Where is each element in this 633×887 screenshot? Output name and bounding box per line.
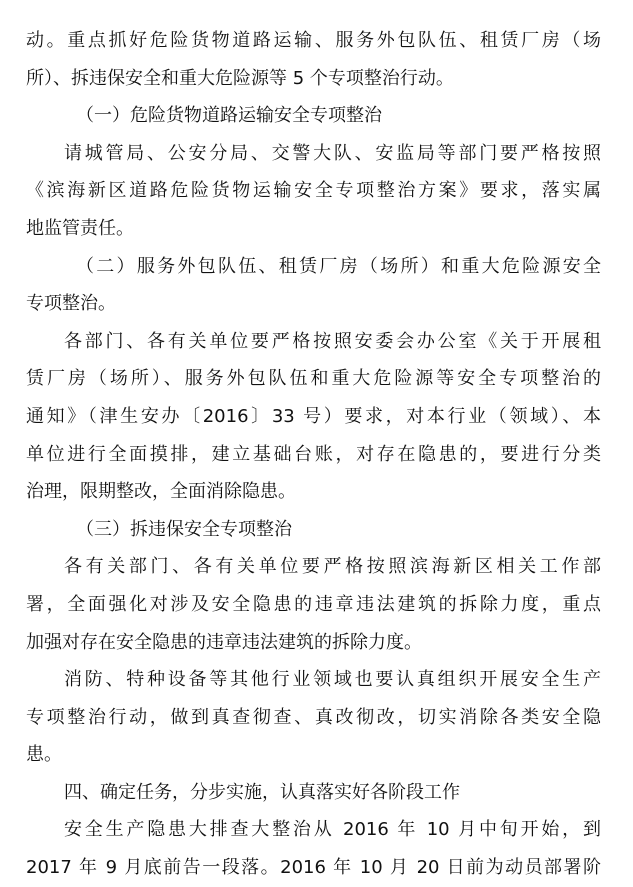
section-heading: （三）拆违保安全专项整治 [76, 518, 292, 540]
text-line: 2017 年 9 月底前告一段落。2016 年 10 月 20 日前为动员部署阶 [26, 857, 601, 879]
text-line: 署，全面强化对涉及安全隐患的违章违法建筑的拆除力度，重点 [26, 593, 601, 615]
text-line: 《滨海新区道路危险货物运输安全专项整治方案》要求，落实属 [26, 180, 601, 202]
section-heading: （一）危险货物道路运输安全专项整治 [76, 105, 382, 127]
section-heading: （二）服务外包队伍、租赁厂房（场所）和重大危险源安全 [76, 255, 601, 277]
text-line: 治理，限期整改，全面消除隐患。 [26, 481, 296, 503]
text-line: 通知》（津生安办〔2016〕33 号）要求，对本行业（领域）、本 [26, 405, 601, 427]
text-line: 安全生产隐患大排查大整治从 2016 年 10 月中旬开始，到 [64, 819, 601, 841]
text-line: 患。 [26, 744, 62, 766]
section-heading-continuation: 专项整治。 [26, 293, 116, 315]
text-line: 赁厂房（场所）、服务外包队伍和重大危险源等安全专项整治的 [26, 368, 601, 390]
document-page [26, 22, 601, 887]
text-line: 各部门、各有关单位要严格按照安委会办公室《关于开展租 [64, 330, 601, 352]
chapter-heading: 四、确定任务，分步实施，认真落实好各阶段工作 [64, 781, 460, 803]
text-line: 请城管局、公安分局、交警大队、安监局等部门要严格按照 [64, 142, 601, 164]
text-line: 加强对存在安全隐患的违章违法建筑的拆除力度。 [26, 631, 422, 653]
text-line: 专项整治行动，做到真查彻查、真改彻改，切实消除各类安全隐 [26, 706, 601, 728]
text-line: 消防、特种设备等其他行业领域也要认真组织开展安全生产 [64, 669, 601, 691]
text-line: 各有关部门、各有关单位要严格按照滨海新区相关工作部 [64, 556, 601, 578]
text-line: 动。重点抓好危险货物道路运输、服务外包队伍、租赁厂房（场 [26, 30, 601, 51]
text-line: 所）、拆违保安全和重大危险源等 5 个专项整治行动。 [26, 67, 454, 89]
text-line: 地监管责任。 [26, 217, 134, 239]
text-line: 单位进行全面摸排，建立基础台账，对存在隐患的，要进行分类 [26, 443, 601, 465]
